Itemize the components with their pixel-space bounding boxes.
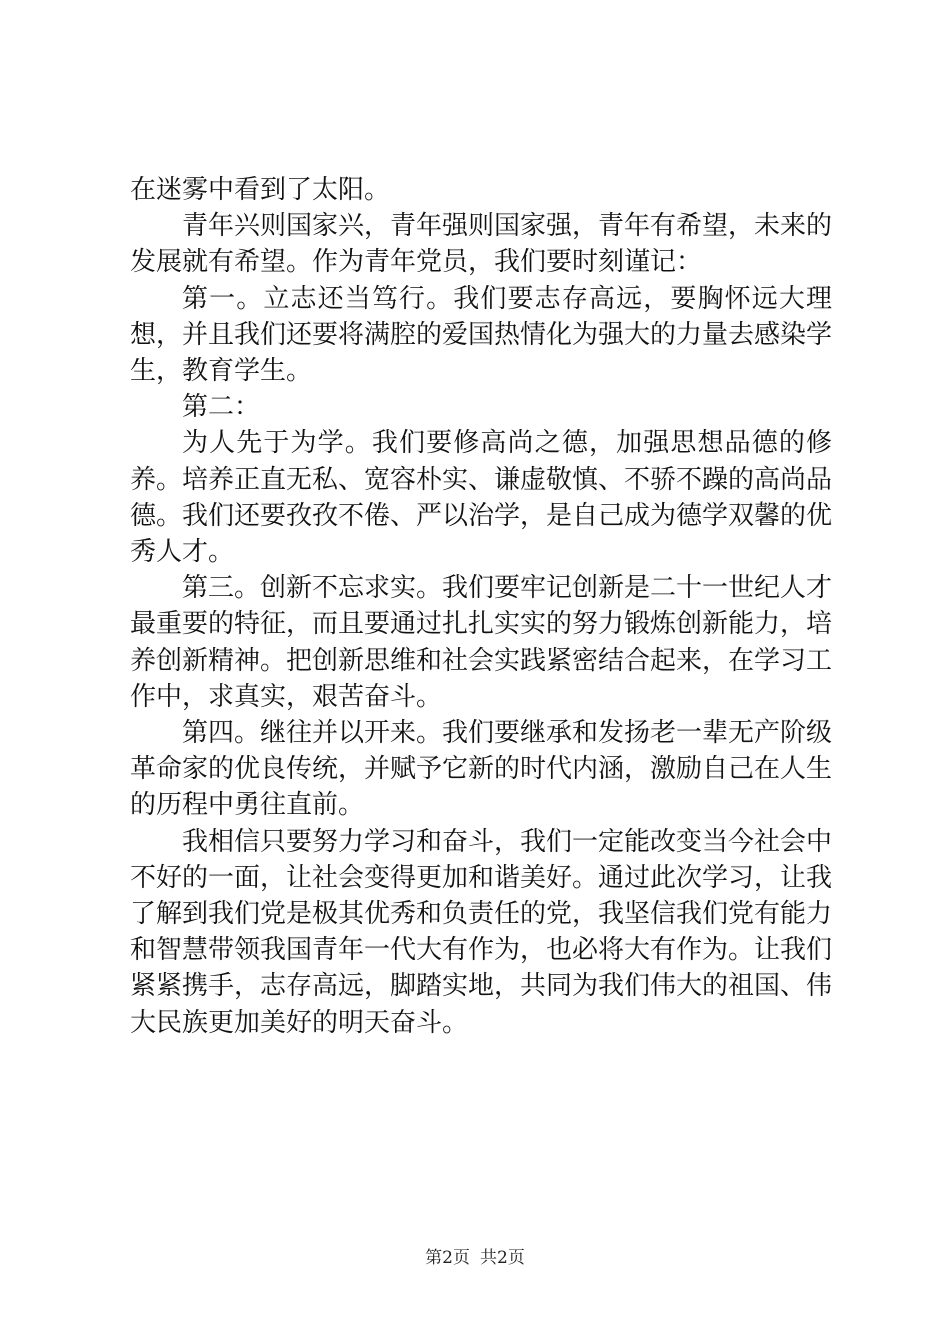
page-number-total: 共2页 bbox=[480, 1248, 525, 1268]
paragraph-8: 我相信只要努力学习和奋斗，我们一定能改变当今社会中不好的一面，让社会变得更加和谐美好。通过此次学习，让我了解到我们党是极其优秀和负责任的党，我坚信我们党有能力和智慧带领我国青年一代大有作为，也必将大有作为。让我们紧紧携手，志存高远，脚踏实地，共同为我们伟大的祖国、伟大民族更加美好的明天奋斗。 bbox=[130, 826, 833, 1038]
paragraph-7: 第四。继往并以开来。我们要继承和发扬老一辈无产阶级革命家的优良传统，并赋予它新的时代内涵，激励自己在人生的历程中勇往直前。 bbox=[130, 718, 833, 821]
page-number-current: 第2页 bbox=[425, 1248, 470, 1268]
paragraph-2: 青年兴则国家兴，青年强则国家强，青年有希望，未来的发展就有希望。作为青年党员，我们要时刻谨记： bbox=[130, 211, 833, 278]
page-footer bbox=[0, 1243, 950, 1268]
paragraph-3: 第一。立志还当笃行。我们要志存高远，要胸怀远大理想，并且我们还要将满腔的爱国热情化为强大的力量去感染学生，教育学生。 bbox=[130, 283, 833, 387]
paragraph-4: 第二： bbox=[182, 392, 261, 423]
document-body bbox=[130, 172, 832, 1041]
paragraph-5: 为人先于为学。我们要修高尚之德，加强思想品德的修养。培养正直无私、宽容朴实、谦虚敬慎、不骄不躁的高尚品德。我们还要孜孜不倦、严以治学，是自己成为德学双馨的优秀人才。 bbox=[130, 428, 833, 568]
paragraph-6: 第三。创新不忘求实。我们要牢记创新是二十一世纪人才最重要的特征，而且要通过扎扎实实的努力锻炼创新能力，培养创新精神。把创新思维和社会实践紧密结合起来，在学习工作中，求真实，艰苦奋斗。 bbox=[130, 573, 833, 712]
paragraph-1: 在迷雾中看到了太阳。 bbox=[130, 175, 391, 205]
